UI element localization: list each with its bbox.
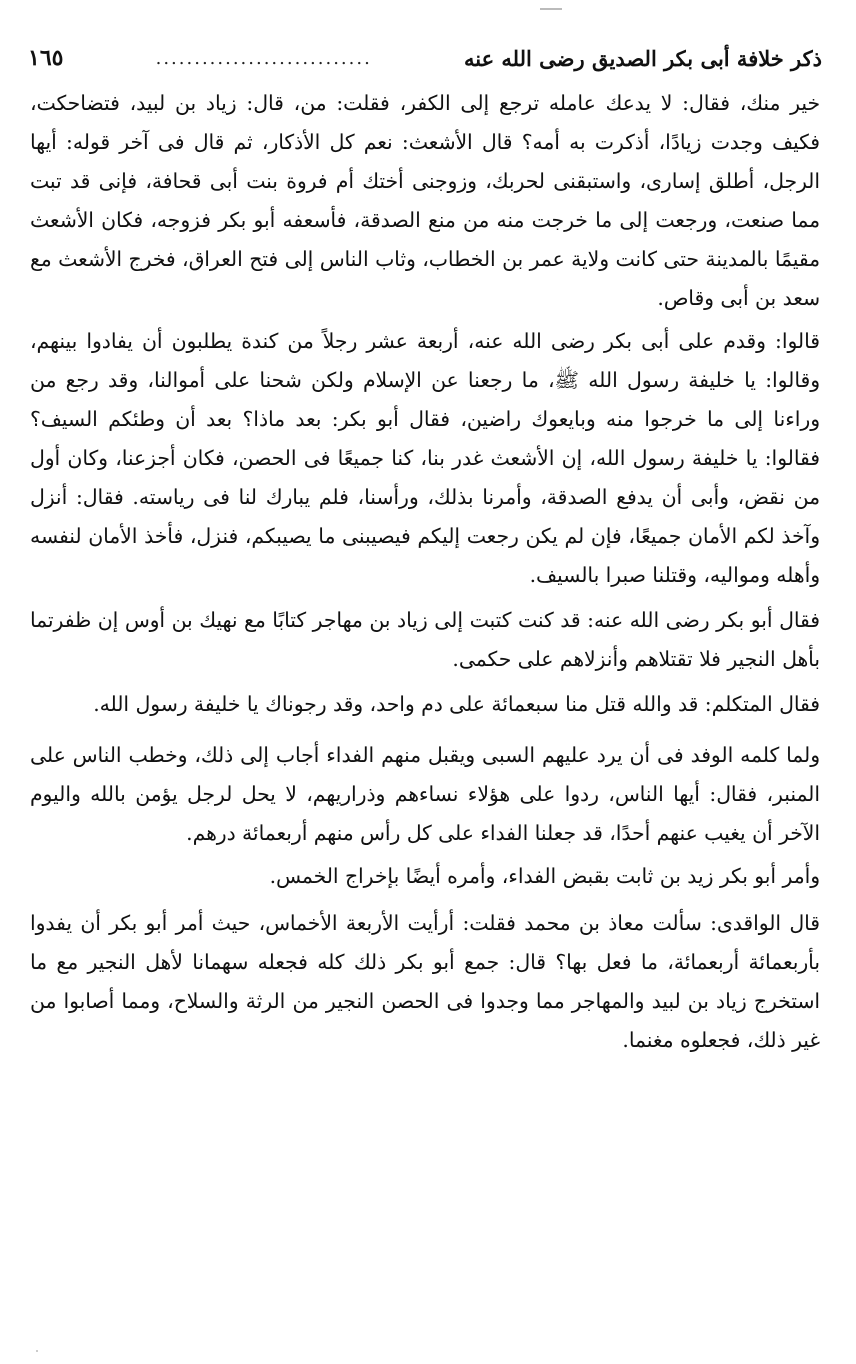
chapter-title: ذكر خلافة أبى بكر الصديق رضى الله عنه bbox=[463, 45, 822, 71]
paragraph: خير منك، فقال: لا يدعك عامله ترجع إلى الكفر، فقلت: من، قال: زياد بن لبيد، فتضاحكت، فكيف وجدت زيادًا، أذكرت به أمه؟ قال الأشعث: نعم كل الأذكار، ثم قال فى آخر قوله: أيها الرجل، أطلق إسارى، واستبقنى لحربك، وزوجنى أختك أم فروة بنت أبى قحافة، فإنى قد تبت مما صنعت، ورجعت إلى ما خرجت منه من منع الصدقة، فأسعفه أبو بكر فزوجه، فكان الأشعث مقيمًا بالمدينة حتى كانت ولاية عمر بن الخطاب، وثاب الناس إلى فتح العراق، فخرج الأشعث مع سعد بن أبى وقاص. bbox=[30, 91, 820, 310]
page-number: ١٦٥ bbox=[28, 45, 64, 71]
paragraph: قالوا: وقدم على أبى بكر رضى الله عنه، أربعة عشر رجلاً من كندة يطلبون أن يفادوا بينهم، وقالوا: يا خليفة رسول الله ﷺ، ما رجعنا عن الإسلام ولكن شحنا على أموالنا، وقد رجع من وراءنا إلى ما خرجوا منه وبايعوك راضين، فقال أبو بكر: بعد ماذا؟ بعد أن وطئكم السيف؟ فقالوا: يا خليفة رسول الله، إن الأشعث غدر بنا، كنا جميعًا فى الحصن، فكان أجزعنا، وكان أول من نقض، وأبى أن يدفع الصدقة، وأمرنا بذلك، ورأسنا، فلم يبارك لنا فى رياسته. فقال: أنزل وآخذ لكم الأمان جميعًا، فإن لم يكن رجعت إليكم فيصيبنى ما يصيبكم، فنزل، فأخذ الأمان لنفسه وأهله ومواليه، وقتلنا صبرا بالسيف. bbox=[30, 329, 820, 587]
paragraph: فقال المتكلم: قد والله قتل منا سبعمائة على دم واحد، وقد رجوناك يا خليفة رسول الله. bbox=[93, 692, 820, 716]
paragraph: وأمر أبو بكر زيد بن ثابت بقبض الفداء، وأمره أيضًا بإخراج الخمس. bbox=[269, 864, 820, 888]
scan-mark bbox=[540, 8, 562, 10]
leader-dots: ............................ bbox=[155, 47, 372, 69]
paragraph: فقال أبو بكر رضى الله عنه: قد كنت كتبت إلى زياد بن مهاجر كتابًا مع نهيك بن أوس إن ظفرتما بأهل النجير فلا تقتلاهم وأنزلاهم على حكمى. bbox=[30, 608, 820, 671]
paragraph: قال الواقدى: سألت معاذ بن محمد فقلت: أرأيت الأربعة الأخماس، حيث أمر أبو بكر أن يفدوا بأربعمائة أربعمائة، ما فعل بها؟ قال: جمع أبو بكر ذلك كله فجعله سهمانا لأهل النجير مع ما استخرج زياد بن لبيد والمهاجر مما وجدوا فى الحصن النجير من الرثة والسلاح، ومما أصابوا من غير ذلك، فجعلوه مغنما. bbox=[30, 911, 820, 1052]
running-header bbox=[28, 38, 822, 78]
paragraph: ولما كلمه الوفد فى أن يرد عليهم السبى ويقبل منهم الفداء أجاب إلى ذلك، وخطب الناس على المنبر، فقال: أيها الناس، ردوا على هؤلاء نساءهم وذراريهم، لا يحل لرجل يؤمن بالله واليوم الآخر أن يغيب عنهم أحدًا، قد جعلنا الفداء على كل رأس منهم أربعمائة درهم. bbox=[30, 743, 820, 845]
page-body bbox=[30, 84, 820, 1060]
scan-speck bbox=[36, 1350, 38, 1352]
